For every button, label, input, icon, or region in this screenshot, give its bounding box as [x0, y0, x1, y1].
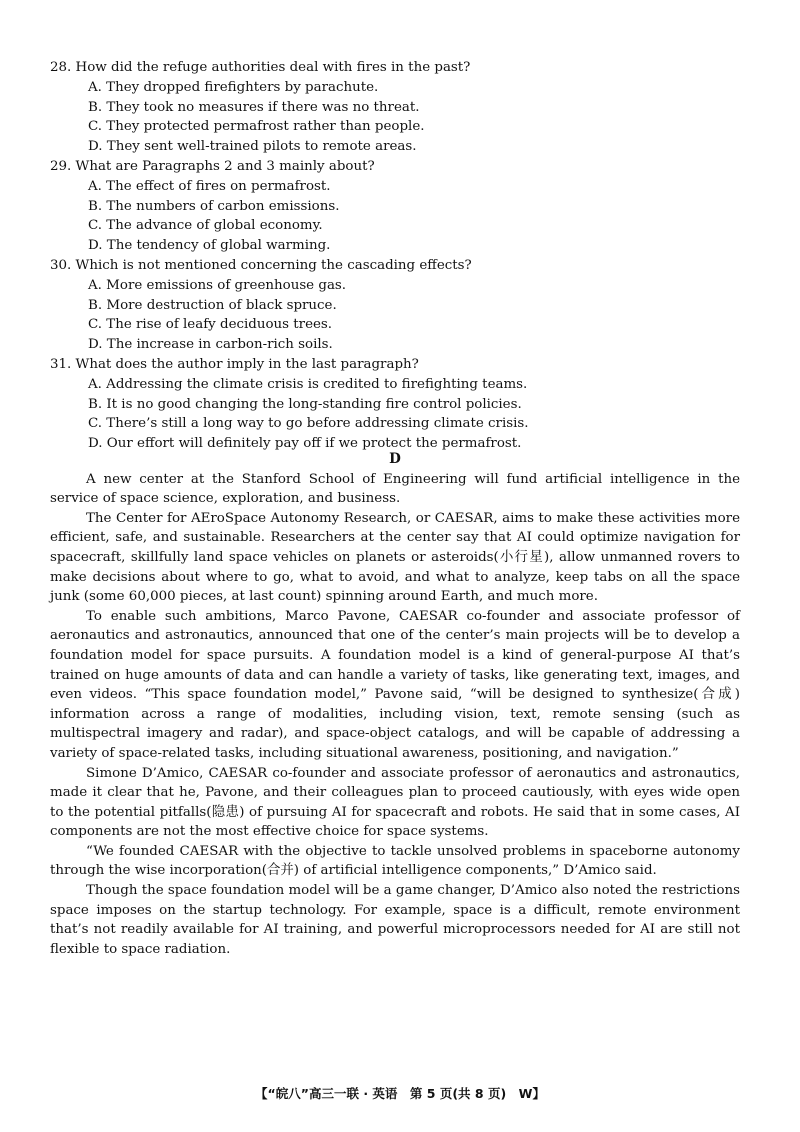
- section-heading: D: [389, 451, 401, 467]
- question-stem: 30. Which is not mentioned concerning the cascading effects?: [50, 257, 472, 273]
- question-stem: 29. What are Paragraphs 2 and 3 mainly about?: [50, 158, 375, 174]
- passage-paragraph-2: The Center for AEroSpace Autonomy Research, or CAESAR, aims to make these activities more efficient, safe, and sustainable. Researchers at the center say that AI could optimize navigation for spacecraft, skillfully land space vehicles on planets or asteroids(小行星), allow unmanned rovers to make decisions about where to go, what to avoid, and what to analyze, keep tabs on all the space junk (some 60,000 pieces, at last count) spinning around Earth, and much more.: [50, 510, 740, 605]
- question-29: [50, 157, 760, 256]
- option-a: A. The effect of fires on permafrost.: [88, 178, 331, 194]
- reading-passage-d: [50, 450, 740, 959]
- option-b: B. The numbers of carbon emissions.: [88, 198, 340, 214]
- question-30: [50, 256, 760, 355]
- option-d: D. Our effort will definitely pay off if we protect the permafrost.: [88, 436, 522, 452]
- option-b: B. More destruction of black spruce.: [88, 297, 337, 313]
- passage-paragraph-4: Simone D’Amico, CAESAR co-founder and associate professor of aeronautics and astronautics, made it clear that he, Pavone, and their colleagues plan to proceed cautiously, with eyes wide open to the potential pitfalls(隐患) of pursuing AI for spacecraft and robots. He said that in some cases, AI components are not the most effective choice for space systems.: [50, 765, 740, 840]
- option-a: A. More emissions of greenhouse gas.: [88, 277, 347, 293]
- option-c: C. There’s still a long way to go before addressing climate crisis.: [88, 416, 529, 432]
- passage-paragraph-1: A new center at the Stanford School of Engineering will fund artificial intelligence in the service of space science, exploration, and business.: [50, 471, 740, 507]
- page-footer: 【“皖八”高三一联 · 英语 第 5 页(共 8 页) W】: [255, 1086, 545, 1101]
- option-c: C. The rise of leafy deciduous trees.: [88, 317, 333, 333]
- option-d: D. The increase in carbon-rich soils.: [88, 337, 333, 353]
- option-b: B. It is no good changing the long-standing fire control policies.: [88, 396, 522, 412]
- question-31: [50, 355, 760, 454]
- option-c: C. The advance of global economy.: [88, 218, 323, 234]
- question-stem: 28. How did the refuge authorities deal with fires in the past?: [50, 60, 471, 75]
- option-a: A. They dropped firefighters by parachute.: [88, 79, 379, 95]
- question-stem: 31. What does the author imply in the last paragraph?: [50, 356, 419, 372]
- question-28: [50, 58, 760, 157]
- passage-paragraph-3: To enable such ambitions, Marco Pavone, CAESAR co-founder and associate professor of aeronautics and astronautics, announced that one of the center’s main projects will be to develop a foundation model for space pursuits. A foundation model is a kind of general-purpose AI that’s trained on huge amounts of data and can handle a variety of tasks, like generating text, images, and even videos. “This space foundation model,” Pavone said, “will be designed to synthesize(合成) information across a range of modalities, including vision, text, remote sensing (such as multispectral imagery and radar), and space-object catalogs, and will be capable of addressing a variety of space-related tasks, including situational awareness, positioning, and navigation.”: [50, 608, 740, 761]
- question-list: [50, 58, 760, 454]
- option-d: D. The tendency of global warming.: [88, 238, 331, 254]
- option-a: A. Addressing the climate crisis is credited to firefighting teams.: [88, 376, 528, 392]
- option-b: B. They took no measures if there was no threat.: [88, 99, 420, 115]
- passage-paragraph-6: Though the space foundation model will be a game changer, D’Amico also noted the restrictions space imposes on the startup technology. For example, space is a difficult, remote environment that’s not readily available for AI training, and powerful microprocessors needed for AI are still not flexible to space radiation.: [50, 883, 740, 957]
- passage-paragraph-5: “We founded CAESAR with the objective to tackle unsolved problems in spaceborne autonomy through the wise incorporation(合并) of artificial intelligence components,” D’Amico said.: [50, 843, 740, 879]
- option-c: C. They protected permafrost rather than people.: [88, 119, 425, 135]
- option-d: D. They sent well-trained pilots to remote areas.: [88, 139, 417, 155]
